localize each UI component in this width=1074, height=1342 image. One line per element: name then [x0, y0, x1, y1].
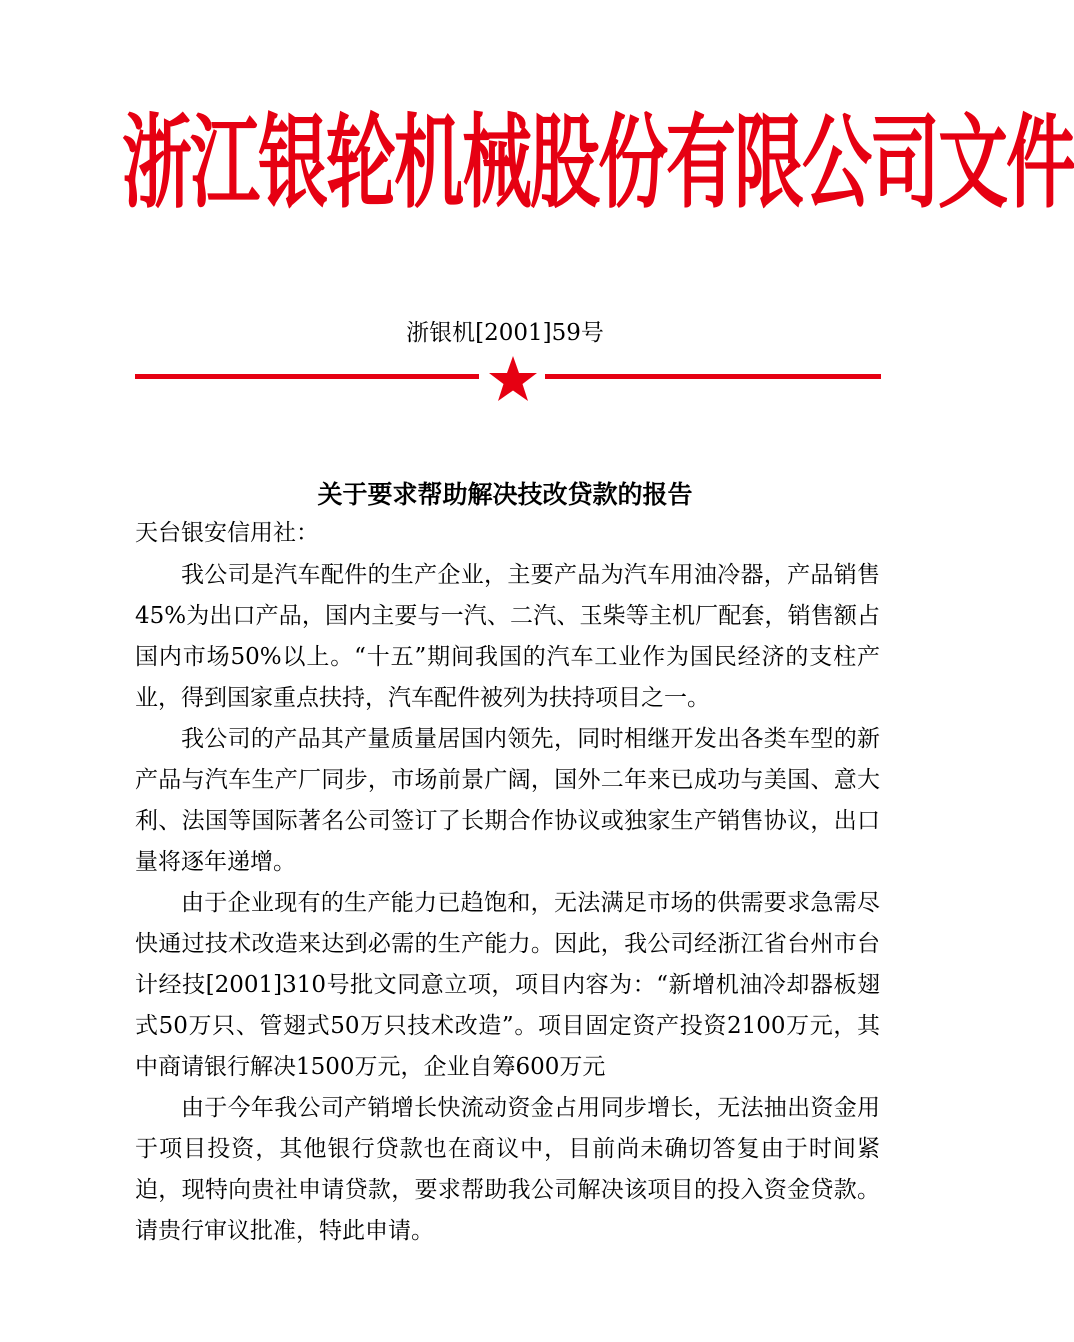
report-body — [135, 555, 880, 1252]
red-rule-right — [545, 374, 881, 379]
paragraph-4: 由于今年我公司产销增长快流动资金占用同步增长，无法抽出资金用于项目投资，其他银行贷款也在商议中，目前尚未确切答复由于时间紧迫，现特向贵社申请贷款，要求帮助我公司解决该项目的投入资金贷款。请贵行审议批准，特此申请。 — [135, 1095, 880, 1244]
document-number: 浙银机[2001]59号 — [406, 320, 604, 346]
red-rule-left — [135, 374, 479, 379]
salutation: 天台银安信用社： — [135, 520, 319, 546]
masthead-title: 浙江银轮机械股份有限公司文件 — [122, 103, 1074, 223]
red-star-icon — [488, 355, 538, 403]
report-title: 关于要求帮助解决技改贷款的报告 — [317, 480, 693, 509]
paragraph-3: 由于企业现有的生产能力已趋饱和，无法满足市场的供需要求急需尽快通过技术改造来达到必需的生产能力。因此，我公司经浙江省台州市台计经技[2001]310号批文同意立项，项目内容为：“新增机油冷却器板翅式50万只、管翅式50万只技术改造”。项目固定资产投资2100万元，其中商请银行解决1500万元，企业自筹600万元 — [135, 890, 880, 1080]
paragraph-1: 我公司是汽车配件的生产企业，主要产品为汽车用油冷器，产品销售45%为出口产品，国内主要与一汽、二汽、玉柴等主机厂配套，销售额占国内市场50%以上。“十五”期间我国的汽车工业作为国民经济的支柱产业，得到国家重点扶持，汽车配件被列为扶持项目之一。 — [135, 562, 880, 711]
paragraph-2: 我公司的产品其产量质量居国内领先，同时相继开发出各类车型的新产品与汽车生产厂同步，市场前景广阔，国外二年来已成功与美国、意大利、法国等国际著名公司签订了长期合作协议或独家生产销售协议，出口量将逐年递增。 — [135, 726, 880, 875]
